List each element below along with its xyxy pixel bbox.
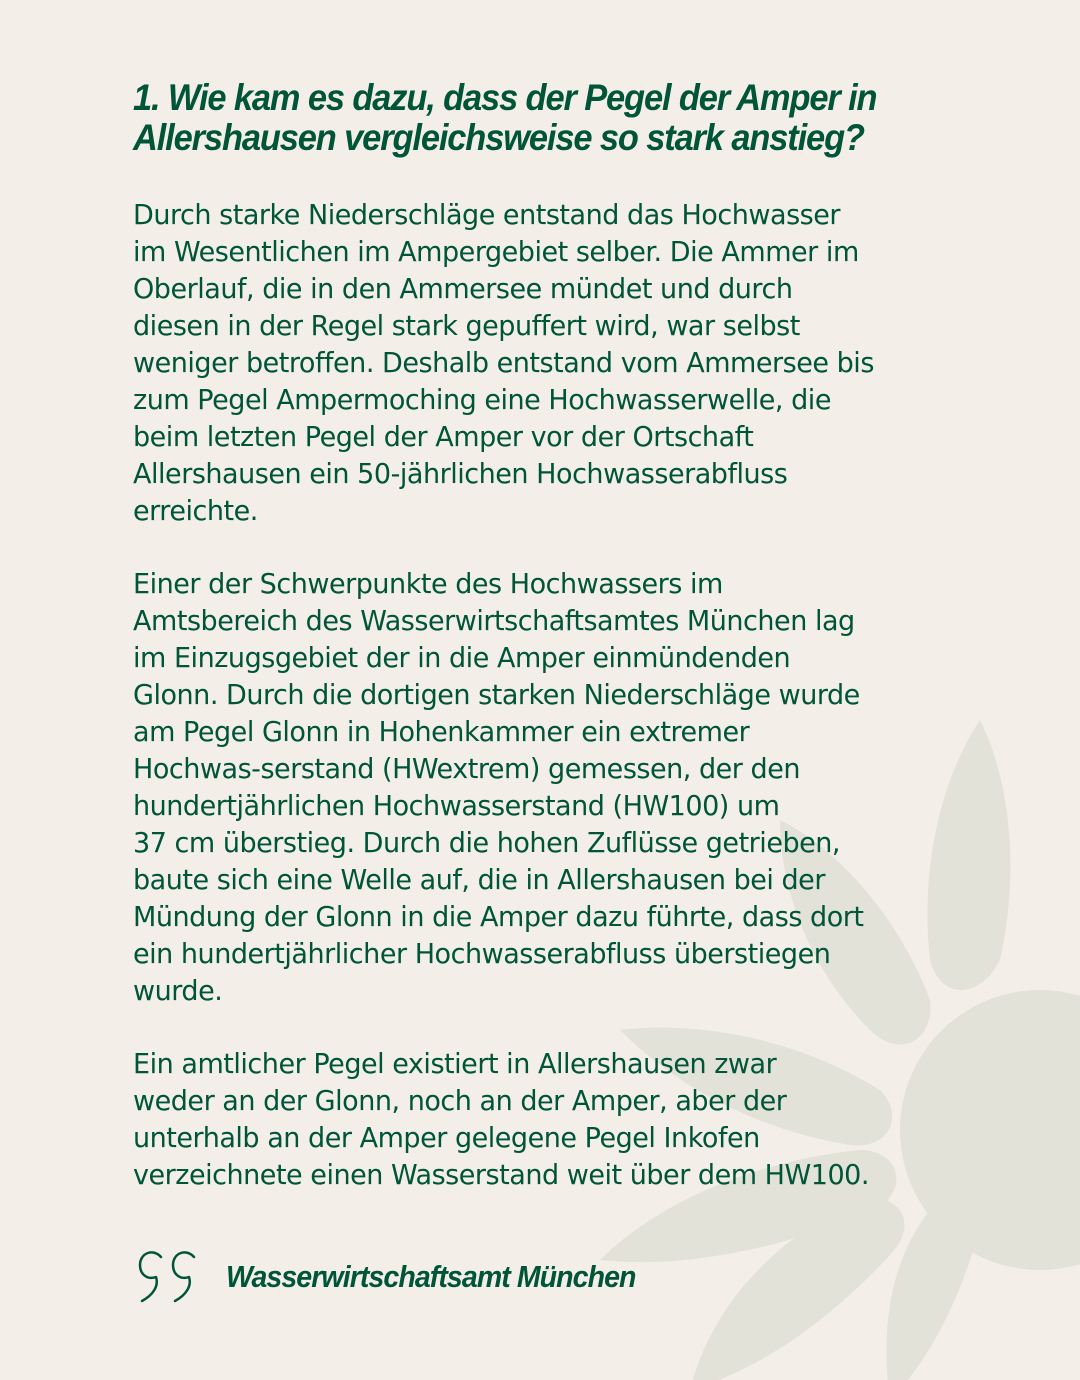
content: [133, 78, 953, 1229]
page-title: [133, 78, 951, 158]
source-label: Wasserwirtschaftsamt München: [226, 1259, 636, 1294]
paragraph: [133, 196, 934, 529]
text-line: weniger betroffen. Deshalb entstand vom Ammersee bis: [133, 346, 874, 379]
text-line: Amtsbereich des Wasserwirtschaftsamtes München lag: [133, 604, 855, 637]
text-line: Durch starke Niederschläge entstand das Hochwasser: [133, 198, 841, 231]
text-line: diesen in der Regel stark gepuffert wird, war selbst: [133, 309, 800, 342]
text-line: zum Pegel Ampermoching eine Hochwasserwelle, die: [133, 383, 831, 416]
text-line: 37 cm überstieg. Durch die hohen Zuflüsse getrieben,: [133, 826, 841, 859]
text-line: am Pegel Glonn in Hohenkammer ein extremer: [133, 715, 750, 748]
source-attribution: [136, 1248, 671, 1306]
paragraph: [133, 565, 934, 1009]
quote-icon: [136, 1248, 212, 1306]
paragraph: [133, 1045, 934, 1193]
text-line: Einer der Schwerpunkte des Hochwassers im: [133, 567, 723, 600]
text-line: beim letzten Pegel der Amper vor der Ortschaft: [133, 420, 754, 453]
text-line: verzeichnete einen Wasserstand weit über dem HW100.: [133, 1158, 869, 1191]
text-line: unterhalb an der Amper gelegene Pegel Inkofen: [133, 1121, 760, 1154]
title-line: 1. Wie kam es dazu, dass der Pegel der Amper in: [133, 77, 877, 118]
text-line: Hochwas-serstand (HWextrem) gemessen, der den: [133, 752, 800, 785]
text-line: Mündung der Glonn in die Amper dazu führte, dass dort: [133, 900, 864, 933]
text-line: Allershausen ein 50-jährlichen Hochwasserabfluss: [133, 457, 788, 490]
text-line: hundertjährlichen Hochwasserstand (HW100) um: [133, 789, 780, 822]
title-line: Allershausen vergleichsweise so stark anstieg?: [133, 117, 864, 158]
text-line: erreichte.: [133, 494, 258, 527]
text-line: im Wesentlichen im Ampergebiet selber. Die Ammer im: [133, 235, 859, 268]
text-line: ein hundertjährlicher Hochwasserabfluss überstiegen: [133, 937, 831, 970]
text-line: im Einzugsgebiet der in die Amper einmündenden: [133, 641, 791, 674]
text-line: Oberlauf, die in den Ammersee mündet und durch: [133, 272, 793, 305]
text-line: weder an der Glonn, noch an der Amper, aber der: [133, 1084, 787, 1117]
text-line: wurde.: [133, 974, 223, 1007]
text-line: Glonn. Durch die dortigen starken Niederschläge wurde: [133, 678, 860, 711]
text-line: Ein amtlicher Pegel existiert in Allershausen zwar: [133, 1047, 777, 1080]
text-line: baute sich eine Welle auf, die in Allershausen bei der: [133, 863, 825, 896]
body-text: [133, 196, 953, 1193]
